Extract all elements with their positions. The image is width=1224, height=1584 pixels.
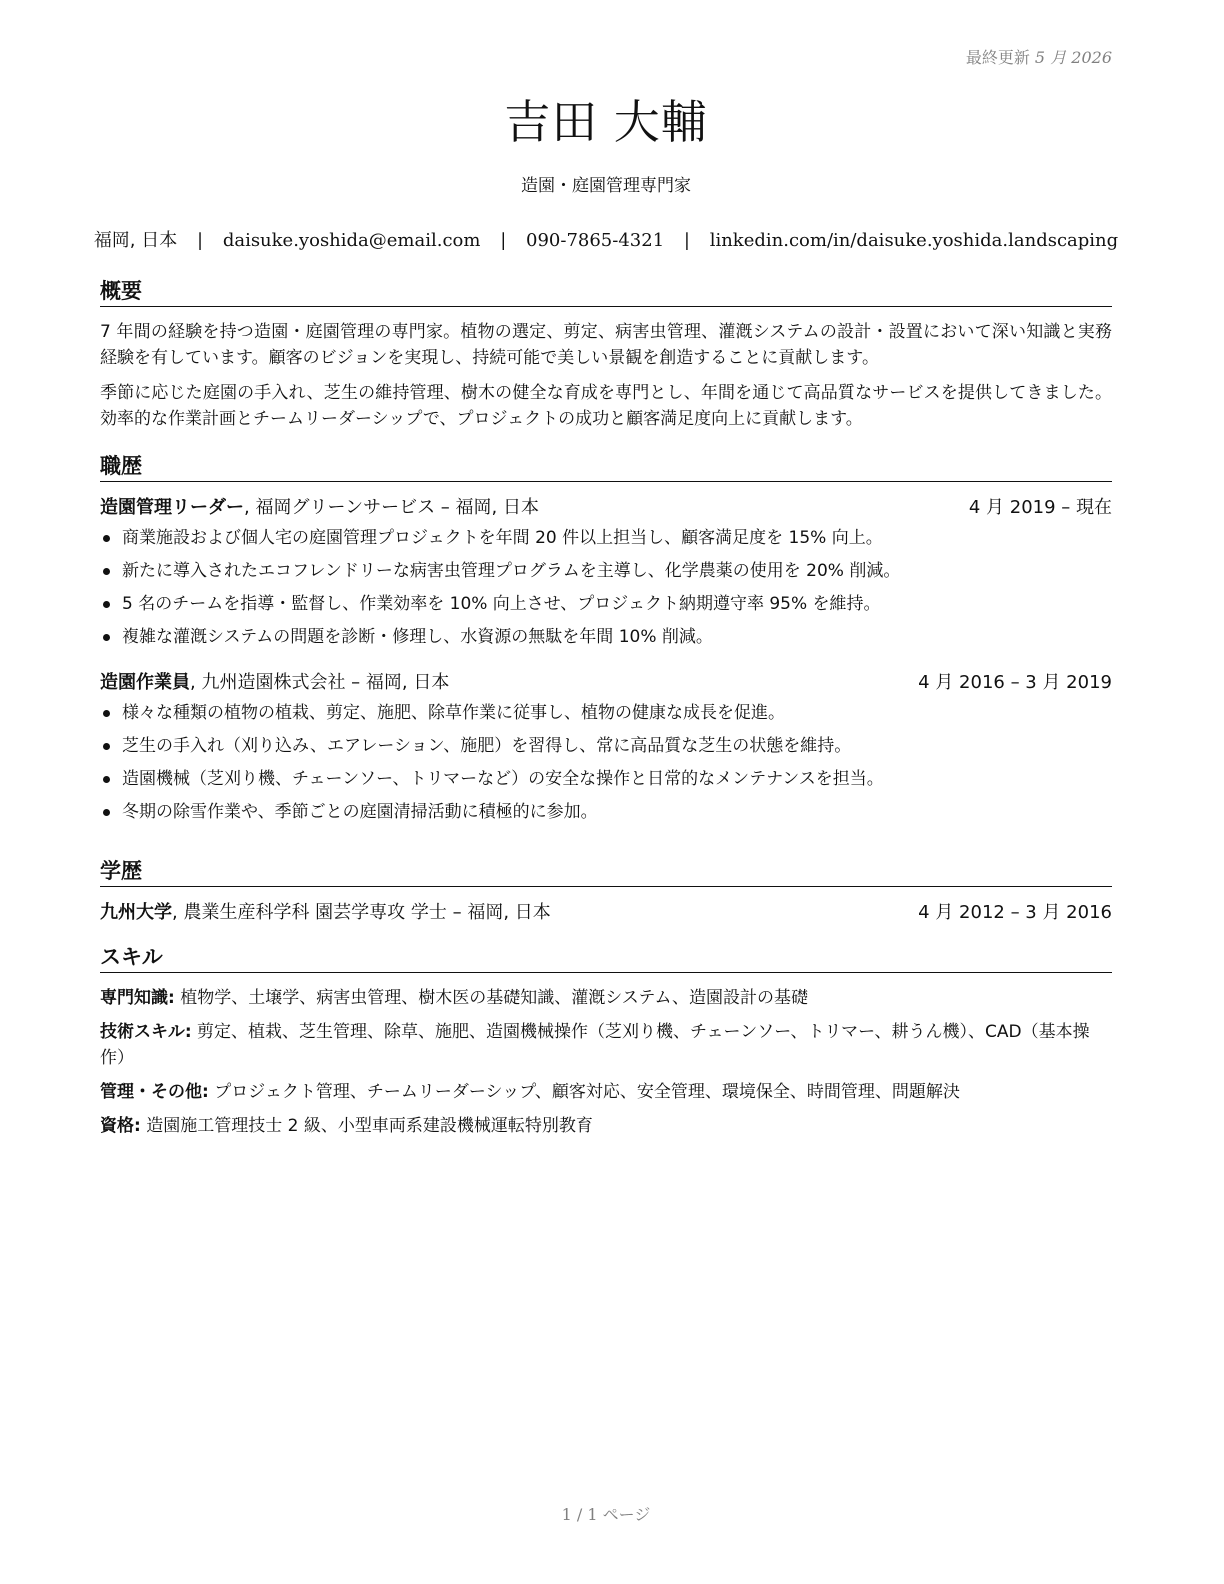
education-school: 九州大学: [100, 902, 172, 923]
page-number: 1 / 1 ページ: [561, 1505, 651, 1524]
skill-label: 資格:: [100, 1116, 141, 1136]
job-company: , 福岡グリーンサービス – 福岡, 日本: [244, 497, 539, 518]
contact-phone: 090-7865-4321: [526, 230, 665, 251]
contact-line: [60, 226, 1152, 252]
skill-label: 管理・その他:: [100, 1082, 209, 1102]
section-title: スキル: [100, 944, 1112, 973]
skills-section: [100, 944, 1112, 1147]
last-updated-date: 5 月 2026: [1034, 48, 1112, 67]
education-section: [100, 858, 1112, 926]
education-detail: , 農業生産科学科 園芸学専攻 学士 – 福岡, 日本: [172, 902, 551, 923]
section-title: 概要: [100, 278, 1112, 307]
skill-label: 専門知識:: [100, 988, 175, 1008]
summary-paragraph: 季節に応じた庭園の手入れ、芝生の維持管理、樹木の健全な育成を専門とし、年間を通じて高品質なサービスを提供してきました。効率的な作業計画とチームリーダーシップで、プロジェクトの成功と顧客満足度向上に貢献します。: [100, 383, 1112, 429]
list-item: 冬期の除雪作業や、季節ごとの庭園清掃活動に積極的に参加。: [100, 799, 1112, 825]
skill-text: 剪定、植栽、芝生管理、除草、施肥、造園機械操作（芝刈り機、チェーンソー、トリマー、耕うん機）、CAD（基本操作）: [100, 1022, 1090, 1068]
skill-row: [100, 1019, 1112, 1071]
skill-row: [100, 1113, 1112, 1139]
job-header: [100, 495, 1112, 521]
last-updated: 最終更新 5 月 2026: [965, 48, 1112, 67]
job-company: , 九州造園株式会社 – 福岡, 日本: [190, 672, 450, 693]
education-entry: [100, 900, 1112, 926]
job-entry: [100, 670, 1112, 825]
contact-location: 福岡, 日本: [93, 230, 178, 251]
candidate-name: 吉田 大輔: [504, 95, 708, 149]
job-role: 造園作業員: [100, 672, 190, 693]
contact-email[interactable]: daisuke.yoshida@email.com: [222, 230, 481, 251]
list-item: 芝生の手入れ（刈り込み、エアレーション、施肥）を習得し、常に高品質な芝生の状態を維持。: [100, 733, 1112, 759]
job-bullets: [100, 525, 1112, 650]
skill-label: 技術スキル:: [100, 1022, 192, 1042]
list-item: 様々な種類の植物の植栽、剪定、施肥、除草作業に従事し、植物の健康な成長を促進。: [100, 700, 1112, 726]
contact-linkedin[interactable]: linkedin.com/in/daisuke.yoshida.landscaping: [709, 230, 1119, 251]
list-item: 商業施設および個人宅の庭園管理プロジェクトを年間 20 件以上担当し、顧客満足度を 15% 向上。: [100, 525, 1112, 551]
skill-text: プロジェクト管理、チームリーダーシップ、顧客対応、安全管理、環境保全、時間管理、問題解決: [208, 1082, 960, 1102]
job-role: 造園管理リーダー: [100, 497, 244, 518]
skill-row: [100, 1079, 1112, 1105]
experience-section: [100, 453, 1112, 832]
resume-page: [93, 0, 1119, 1584]
list-item: 新たに導入されたエコフレンドリーな病害虫管理プログラムを主導し、化学農薬の使用を 20% 削減。: [100, 558, 1112, 584]
job-header: [100, 670, 1112, 696]
skill-text: 造園施工管理技士 2 級、小型車両系建設機械運転特別教育: [140, 1116, 593, 1136]
job-bullets: [100, 700, 1112, 825]
job-dates: 4 月 2016 – 3 月 2019: [918, 672, 1112, 693]
skill-row: [100, 985, 1112, 1011]
section-title: 職歴: [100, 453, 1112, 482]
job-dates: 4 月 2019 – 現在: [968, 497, 1112, 518]
contact-separator: |: [683, 230, 690, 251]
contact-separator: |: [500, 230, 507, 251]
summary-section: [100, 278, 1112, 432]
section-title: 学歴: [100, 858, 1112, 887]
skills-list: [100, 985, 1112, 1139]
summary-paragraph: 7 年間の経験を持つ造園・庭園管理の専門家。植物の選定、剪定、病害虫管理、灌漑システムの設計・設置において深い知識と実務経験を有しています。顧客のビジョンを実現し、持続可能で美しい景観を創造することに貢献します。: [100, 322, 1112, 368]
contact-separator: |: [197, 230, 204, 251]
education-dates: 4 月 2012 – 3 月 2016: [918, 902, 1112, 923]
list-item: 5 名のチームを指導・監督し、作業効率を 10% 向上させ、プロジェクト納期遵守率 95% を維持。: [100, 591, 1112, 617]
list-item: 造園機械（芝刈り機、チェーンソー、トリマーなど）の安全な操作と日常的なメンテナンスを担当。: [100, 766, 1112, 792]
list-item: 複雑な灌漑システムの問題を診断・修理し、水資源の無駄を年間 10% 削減。: [100, 624, 1112, 650]
skill-text: 植物学、土壌学、病害虫管理、樹木医の基礎知識、灌漑システム、造園設計の基礎: [174, 988, 809, 1008]
candidate-tagline: 造園・庭園管理専門家: [521, 176, 691, 196]
job-entry: [100, 495, 1112, 650]
